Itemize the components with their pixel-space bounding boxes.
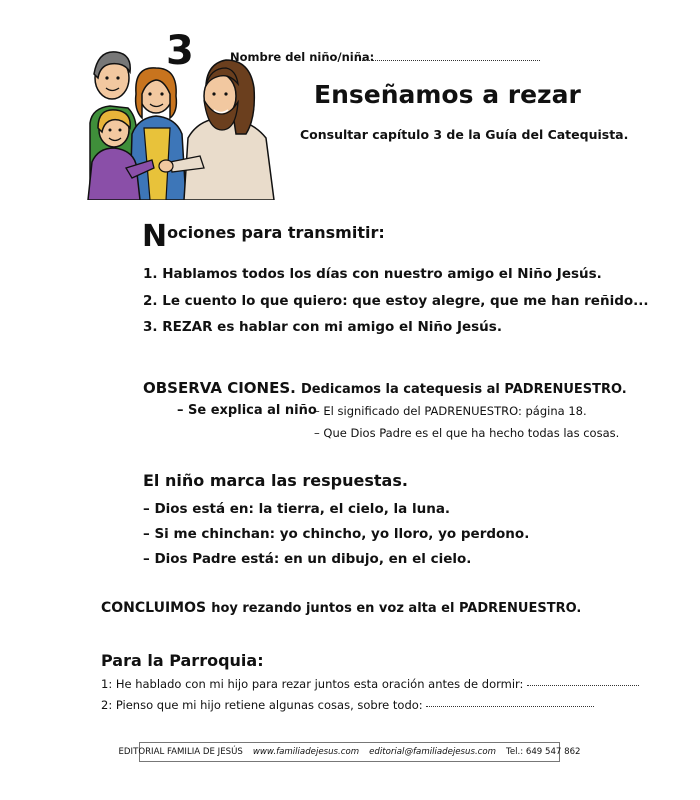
answer-item[interactable]: – Dios Padre está: en un dibujo, en el cielo. <box>143 551 472 567</box>
conclusion-keyword: CONCLUIMOS <box>101 600 207 616</box>
parish-answer-field[interactable] <box>527 685 639 686</box>
notions-heading-text: ociones para transmitir: <box>167 223 385 242</box>
page-subtitle: Consultar capítulo 3 de la Guía del Catequista. <box>300 127 629 142</box>
notion-item: 2. Le cuento lo que quiero: que estoy alegre, que me han reñido... <box>143 293 649 309</box>
footer <box>118 742 581 762</box>
child-name-label: Nombre del niño/niña: <box>230 50 375 64</box>
parish-item <box>101 677 639 691</box>
parish-item-text: 2: Pienso que mi hijo retiene algunas cosas, sobre todo: <box>101 698 423 712</box>
observations-line <box>143 378 627 397</box>
notion-item: 1. Hablamos todos los días con nuestro amigo el Niño Jesús. <box>143 266 602 282</box>
answer-item[interactable]: – Si me chinchan: yo chincho, yo lloro, yo perdono. <box>143 526 530 542</box>
notions-heading <box>142 219 385 254</box>
lesson-number: 3 <box>166 28 194 74</box>
footer-phone: Tel.: 649 547 862 <box>506 747 581 757</box>
notion-item: 3. REZAR es hablar con mi amigo el Niño Jesús. <box>143 319 502 335</box>
footer-website-link[interactable]: www.familiadejesus.com <box>252 747 360 757</box>
page-title: Enseñamos a rezar <box>314 80 581 109</box>
explains-item: – Que Dios Padre es el que ha hecho todas las cosas. <box>314 426 620 440</box>
parish-answer-field[interactable] <box>426 706 594 707</box>
parish-item-text: 1: He hablado con mi hijo para rezar juntos esta oración antes de dormir: <box>101 677 524 691</box>
parish-heading: Para la Parroquia: <box>101 651 264 670</box>
observations-title: OBSERVA CIONES. <box>143 379 296 397</box>
conclusion-line <box>101 597 581 616</box>
conclusion-text: hoy rezando juntos en voz alta el PADRENUESTRO. <box>211 601 582 616</box>
footer-email-link[interactable]: editorial@familiadejesus.com <box>369 747 497 757</box>
child-name-field[interactable] <box>362 60 540 61</box>
answers-heading: El niño marca las respuestas. <box>143 471 408 490</box>
answer-item[interactable]: – Dios está en: la tierra, el cielo, la luna. <box>143 501 451 517</box>
explains-label: – Se explica al niño <box>177 403 317 418</box>
parish-item <box>101 698 594 712</box>
observations-text: Dedicamos la catequesis al PADRENUESTRO. <box>300 382 627 397</box>
explains-item: – El significado del PADRENUESTRO: página 18. <box>314 404 587 418</box>
footer-publisher: EDITORIAL FAMILIA DE JESÚS <box>118 747 243 757</box>
notions-heading-initial: N <box>142 219 168 254</box>
